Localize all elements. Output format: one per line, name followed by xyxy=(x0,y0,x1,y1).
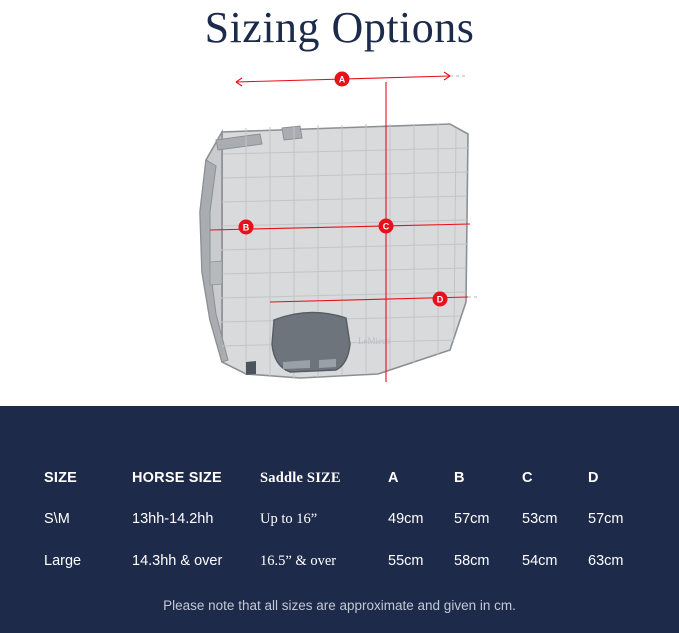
brand-text: LeMieux xyxy=(358,336,391,346)
badge-c-label: C xyxy=(382,221,390,232)
cell-size: S\M xyxy=(44,511,70,527)
column-header-b: B xyxy=(454,470,465,486)
cell-saddle-size: Up to 16” xyxy=(260,510,318,527)
cell-a: 49cm xyxy=(388,511,424,527)
column-header-saddle-size: Saddle SIZE xyxy=(260,469,341,486)
cell-b: 57cm xyxy=(454,511,490,527)
approximate-sizes-note: Please note that all sizes are approximate and given in cm. xyxy=(163,598,516,613)
dimension-badge-a xyxy=(335,72,350,87)
table-row xyxy=(44,498,644,540)
column-header-size: SIZE xyxy=(44,470,78,486)
cell-horse-size: 13hh-14.2hh xyxy=(132,511,214,527)
cell-c: 53cm xyxy=(522,511,558,527)
badge-d-label: D xyxy=(436,294,444,305)
cell-horse-size: 14.3hh & over xyxy=(132,553,223,569)
cell-d: 57cm xyxy=(588,511,624,527)
cell-a: 55cm xyxy=(388,553,424,569)
cell-b: 58cm xyxy=(454,553,490,569)
table-row xyxy=(44,540,644,582)
dimension-badge-c xyxy=(379,219,394,234)
column-header-d: D xyxy=(588,470,599,486)
cell-c: 54cm xyxy=(522,553,558,569)
page-title: Sizing Options xyxy=(204,3,475,52)
size-table-panel xyxy=(0,406,679,633)
badge-a-label: A xyxy=(338,74,346,85)
column-header-c: C xyxy=(522,470,533,486)
size-table xyxy=(44,458,644,582)
column-header-horse-size: HORSE SIZE xyxy=(132,470,222,486)
dimension-badge-d xyxy=(433,292,448,307)
badge-b-label: B xyxy=(242,222,250,233)
column-header-a: A xyxy=(388,470,399,486)
cell-d: 63cm xyxy=(588,553,624,569)
table-header-row xyxy=(44,458,644,498)
cell-saddle-size: 16.5” & over xyxy=(260,552,337,569)
saddle-pad-illustration xyxy=(200,124,468,378)
saddle-pad-measurement-diagram xyxy=(150,62,550,397)
cell-size: Large xyxy=(44,553,82,569)
dimension-badge-b xyxy=(239,220,254,235)
